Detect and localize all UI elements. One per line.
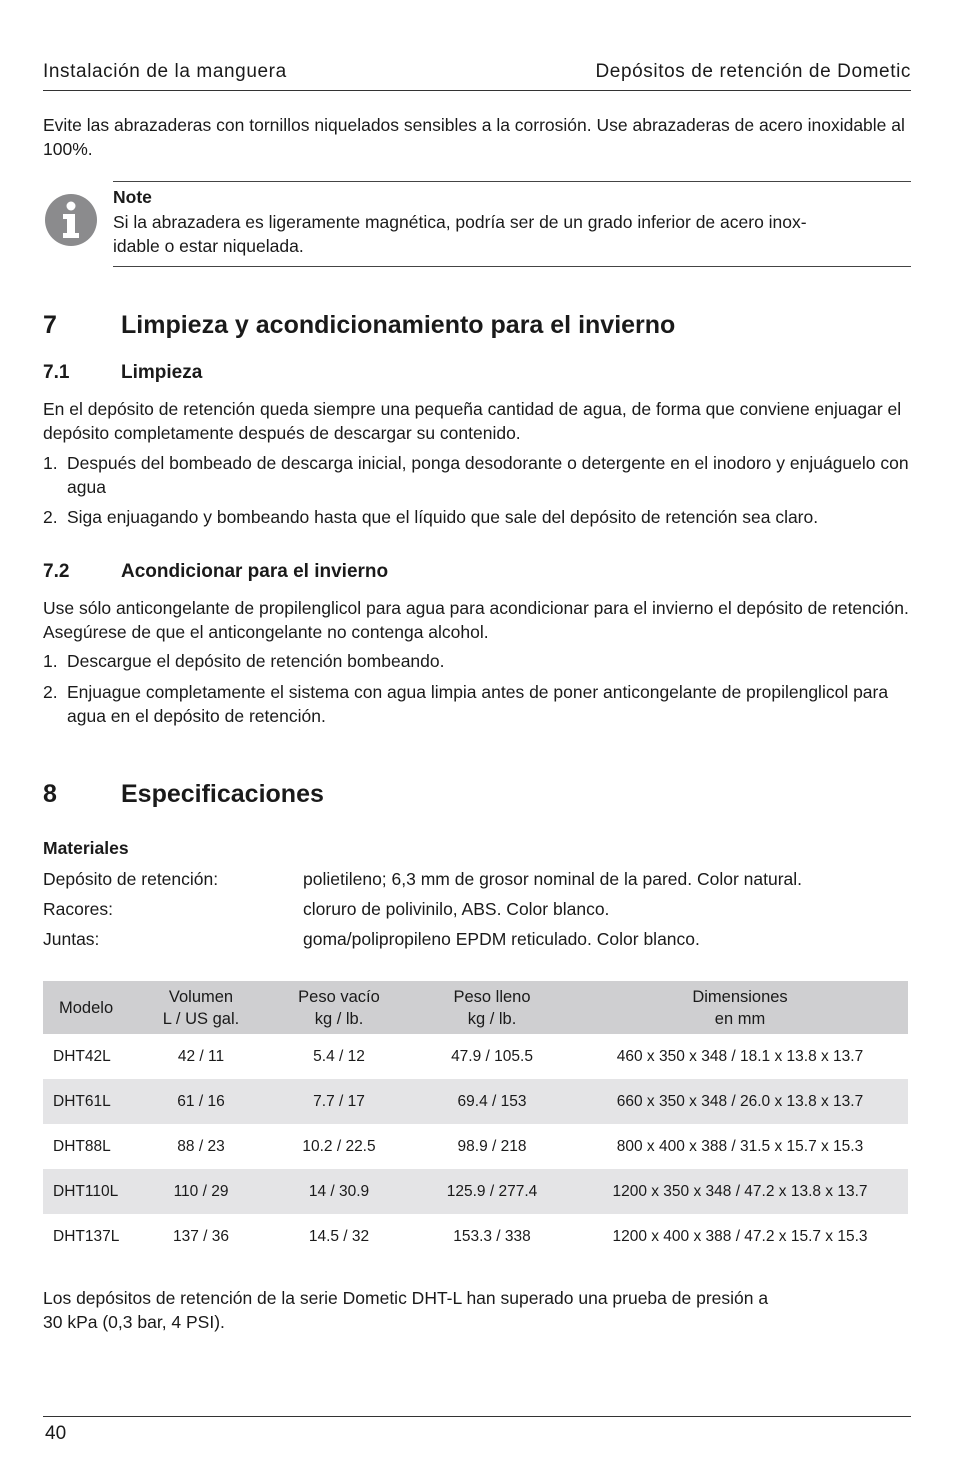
running-header (43, 58, 911, 91)
note-text (113, 210, 911, 258)
table-cell: 660 x 350 x 348 / 26.0 x 13.8 x 13.7 (572, 1079, 908, 1124)
table-cell: DHT42L (53, 1047, 111, 1065)
header-doc-title: Depósitos de retención de Dometic (595, 61, 911, 82)
section-8-number: 8 (43, 780, 57, 808)
materials-title: Materiales (43, 838, 129, 858)
table-cell: 137 / 36 (172, 1227, 230, 1245)
list-item-number: 2. (43, 682, 58, 702)
list-item-number: 1. (43, 651, 58, 671)
section-7-2-paragraph: Use sólo anticongelante de propilenglicol para agua para acondicionar para el invierno el depósito de retención. Asegúrese de que el anticongelante no contenga alcohol. (43, 598, 909, 642)
table-cell: 110 / 29 (136, 1169, 266, 1214)
table-cell: 460 x 350 x 348 / 18.1 x 13.8 x 13.7 (616, 1047, 864, 1065)
section-7-title: Limpieza y acondicionamiento para el invierno (121, 311, 676, 339)
section-7-2-number: 7.2 (43, 561, 70, 582)
column-header: Volumen L / US gal. (136, 981, 266, 1034)
table-cell: 14.5 / 32 (308, 1227, 370, 1245)
table-cell: 69.4 / 153 (412, 1079, 572, 1124)
table-cell: DHT88L (53, 1137, 111, 1155)
table-cell: 5.4 / 12 (313, 1047, 365, 1065)
materials-value: polietileno; 6,3 mm de grosor nominal de la pared. Color natural. (303, 869, 803, 889)
list-item-text: Descargue el depósito de retención bombeando. (67, 651, 445, 671)
table-row (43, 1169, 908, 1214)
list-item-text: Enjuague completamente el sistema con agua limpia antes de poner anticongelante de propilenglicol para agua en el depósito de retención. (67, 682, 889, 726)
specifications-table (43, 981, 908, 1259)
closing-line-1: Los depósitos de retención de la serie Dometic DHT-L han superado una prueba de presión a (43, 1288, 769, 1308)
section-7-number: 7 (43, 311, 57, 339)
closing-line-2: 30 kPa (0,3 bar, 4 PSI). (43, 1312, 225, 1332)
list-item-number: 1. (43, 453, 58, 473)
table-cell: 61 / 16 (136, 1079, 266, 1124)
footer-divider (43, 1416, 911, 1417)
page-number: 40 (45, 1423, 67, 1444)
table-cell: 88 / 23 (177, 1137, 225, 1155)
materials-key: Juntas: (43, 929, 100, 949)
materials-key: Racores: (43, 899, 114, 919)
table-cell: 14 / 30.9 (266, 1169, 412, 1214)
section-7-1-title: Limpieza (121, 362, 203, 383)
table-cell: 125.9 / 277.4 (412, 1169, 572, 1214)
table-row (43, 1079, 908, 1124)
list-item-text: Después del bombeado de descarga inicial, ponga desodorante o detergente en el inodoro y enjuáguelo con agua (67, 453, 909, 497)
table-cell: 800 x 400 x 388 / 31.5 x 15.7 x 15.3 (616, 1137, 864, 1155)
section-7-1-number: 7.1 (43, 362, 70, 383)
materials-value: goma/polipropileno EPDM reticulado. Color blanco. (303, 929, 700, 949)
note-box (113, 181, 911, 267)
table-cell: DHT61L (43, 1079, 136, 1124)
section-7-2-heading (43, 561, 388, 583)
closing-paragraph (43, 1286, 913, 1334)
section-7-1-heading (43, 362, 202, 384)
intro-paragraph: Evite las abrazaderas con tornillos niquelados sensibles a la corrosión. Use abrazaderas de acero inoxidable al 100%. (43, 115, 905, 159)
materials-value: cloruro de polivinilo, ABS. Color blanco. (303, 899, 610, 919)
column-header: Modelo (43, 981, 136, 1034)
table-cell: 42 / 11 (177, 1047, 225, 1065)
table-cell: 98.9 / 218 (457, 1137, 527, 1155)
table-header-row (43, 981, 908, 1034)
table-cell: 1200 x 350 x 348 / 47.2 x 13.8 x 13.7 (572, 1169, 908, 1214)
materials-key: Depósito de retención: (43, 869, 219, 889)
section-7-2-title: Acondicionar para el invierno (121, 561, 389, 582)
note-title: Note (113, 187, 152, 207)
table-cell: DHT110L (43, 1169, 136, 1214)
section-8-title: Especificaciones (121, 780, 324, 808)
table-row (43, 1124, 908, 1169)
header-chapter: Instalación de la manguera (43, 61, 287, 82)
table-row (43, 1034, 908, 1079)
section-8-heading (43, 780, 324, 809)
list-item-number: 2. (43, 507, 58, 527)
section-7-1-paragraph: En el depósito de retención queda siempre una pequeña cantidad de agua, de forma que conviene enjuagar el depósito completamente después de descargar su contenido. (43, 399, 902, 443)
table-cell: 47.9 / 105.5 (451, 1047, 533, 1065)
list-item-text: Siga enjuagando y bombeando hasta que el líquido que sale del depósito de retención sea claro. (67, 507, 819, 527)
note-line-1: Si la abrazadera es ligeramente magnética, podría ser de un grado inferior de acero inox- (113, 212, 807, 232)
table-cell: 1200 x 400 x 388 / 47.2 x 15.7 x 15.3 (612, 1227, 868, 1245)
info-icon (44, 193, 98, 247)
column-header: Peso vacío kg / lb. (266, 981, 412, 1034)
note-line-2: idable o estar niquelada. (113, 236, 304, 256)
table-cell: DHT137L (53, 1227, 120, 1245)
table-row (43, 1214, 908, 1259)
table-cell: 10.2 / 22.5 (302, 1137, 376, 1155)
column-header: Dimensiones en mm (572, 981, 908, 1034)
section-7-heading (43, 311, 675, 340)
table-cell: 153.3 / 338 (453, 1227, 531, 1245)
column-header: Peso lleno kg / lb. (412, 981, 572, 1034)
table-cell: 7.7 / 17 (266, 1079, 412, 1124)
